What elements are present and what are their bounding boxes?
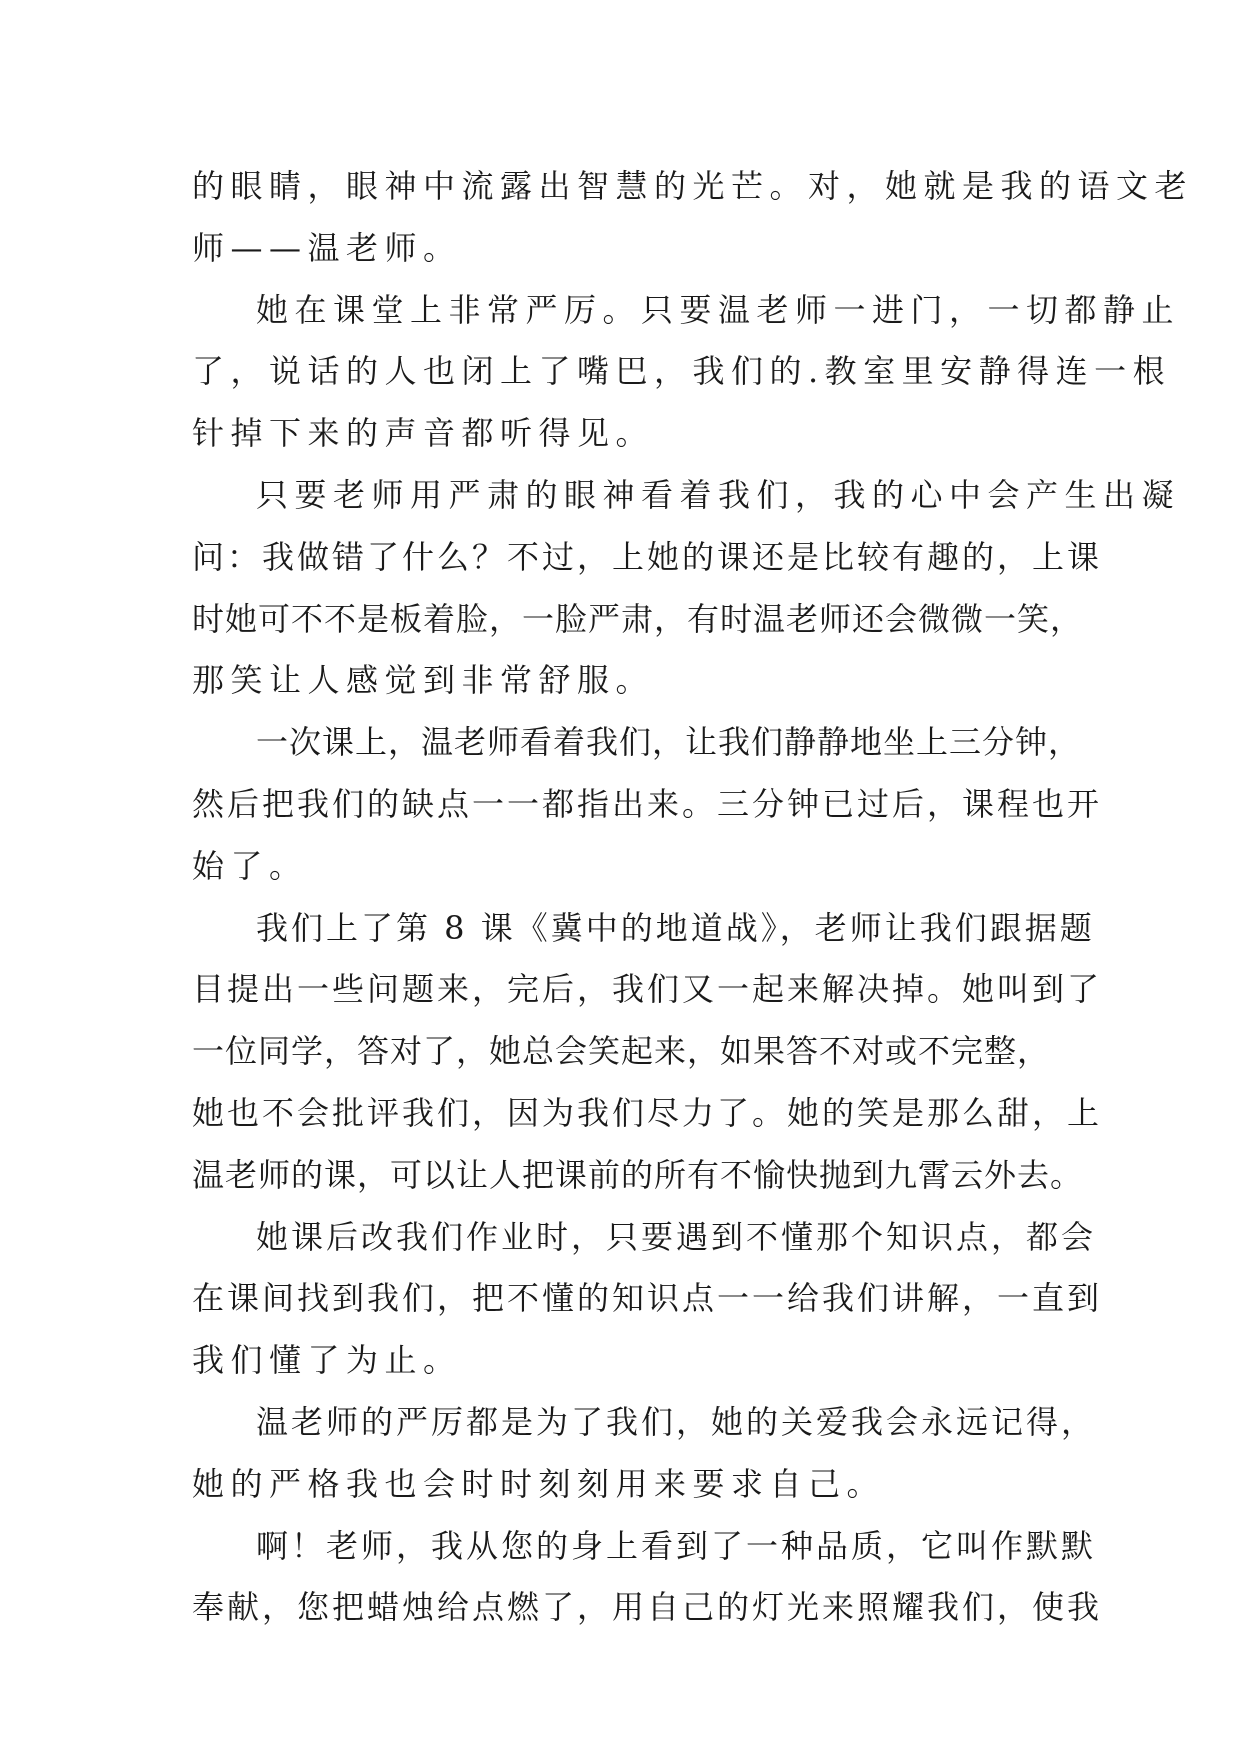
text-line: 一次课上，温老师看着我们，让我们静静地坐上三分钟， [256, 723, 1082, 762]
text-line: 温老师的严厉都是为了我们，她的关爱我会永远记得， [256, 1402, 1097, 1441]
text-line: 问：我做错了什么？不过，上她的课还是比较有趣的，上课 [192, 537, 1103, 576]
text-line: 一位同学，答对了，她总会笑起来，如果答不对或不完整， [192, 1032, 1051, 1071]
text-line: 她在课堂上非常严厉。只要温老师一进门，一切都静止 [256, 290, 1181, 329]
text-line: 目提出一些问题来，完后，我们又一起来解决掉。她叫到了 [192, 970, 1103, 1009]
text-line: 针掉下来的声音都听得见。 [192, 414, 655, 453]
document-body [192, 156, 1194, 1639]
text-line: 奉献，您把蜡烛给点燃了，用自己的灯光来照耀我们，使我 [192, 1588, 1103, 1627]
text-line: 我们上了第 8 课《冀中的地道战》，老师让我们跟据题 [256, 908, 1095, 947]
text-line: 她课后改我们作业时，只要遇到不懂那个知识点，都会 [256, 1217, 1097, 1256]
text-line: 师——温老师。 [192, 228, 462, 267]
text-line: 始了。 [192, 846, 308, 885]
text-line: 她也不会批评我们，因为我们尽力了。她的笑是那么甜，上 [192, 1093, 1103, 1132]
text-line: 然后把我们的缺点一一都指出来。三分钟已过后，课程也开 [192, 784, 1103, 823]
text-line: 只要老师用严肃的眼神看着我们，我的心中会产生出凝 [256, 475, 1181, 514]
text-line: 了，说话的人也闭上了嘴巴，我们的.教室里安静得连一根 [192, 352, 1172, 391]
text-line: 时她可不不是板着脸，一脸严肃，有时温老师还会微微一笑， [192, 599, 1084, 638]
text-line: 啊！老师，我从您的身上看到了一种品质，它叫作默默 [256, 1526, 1097, 1565]
text-line: 的眼睛，眼神中流露出智慧的光芒。对，她就是我的语文老 [192, 167, 1194, 205]
text-line: 那笑让人感觉到非常舒服。 [192, 661, 655, 700]
text-line: 我们懂了为止。 [192, 1341, 462, 1380]
text-line: 在课间找到我们，把不懂的知识点一一给我们讲解，一直到 [192, 1279, 1103, 1318]
text-line: 温老师的课，可以让人把课前的所有不愉快抛到九霄云外去。 [192, 1155, 1084, 1194]
text-line: 她的严格我也会时时刻刻用来要求自己。 [192, 1464, 886, 1503]
